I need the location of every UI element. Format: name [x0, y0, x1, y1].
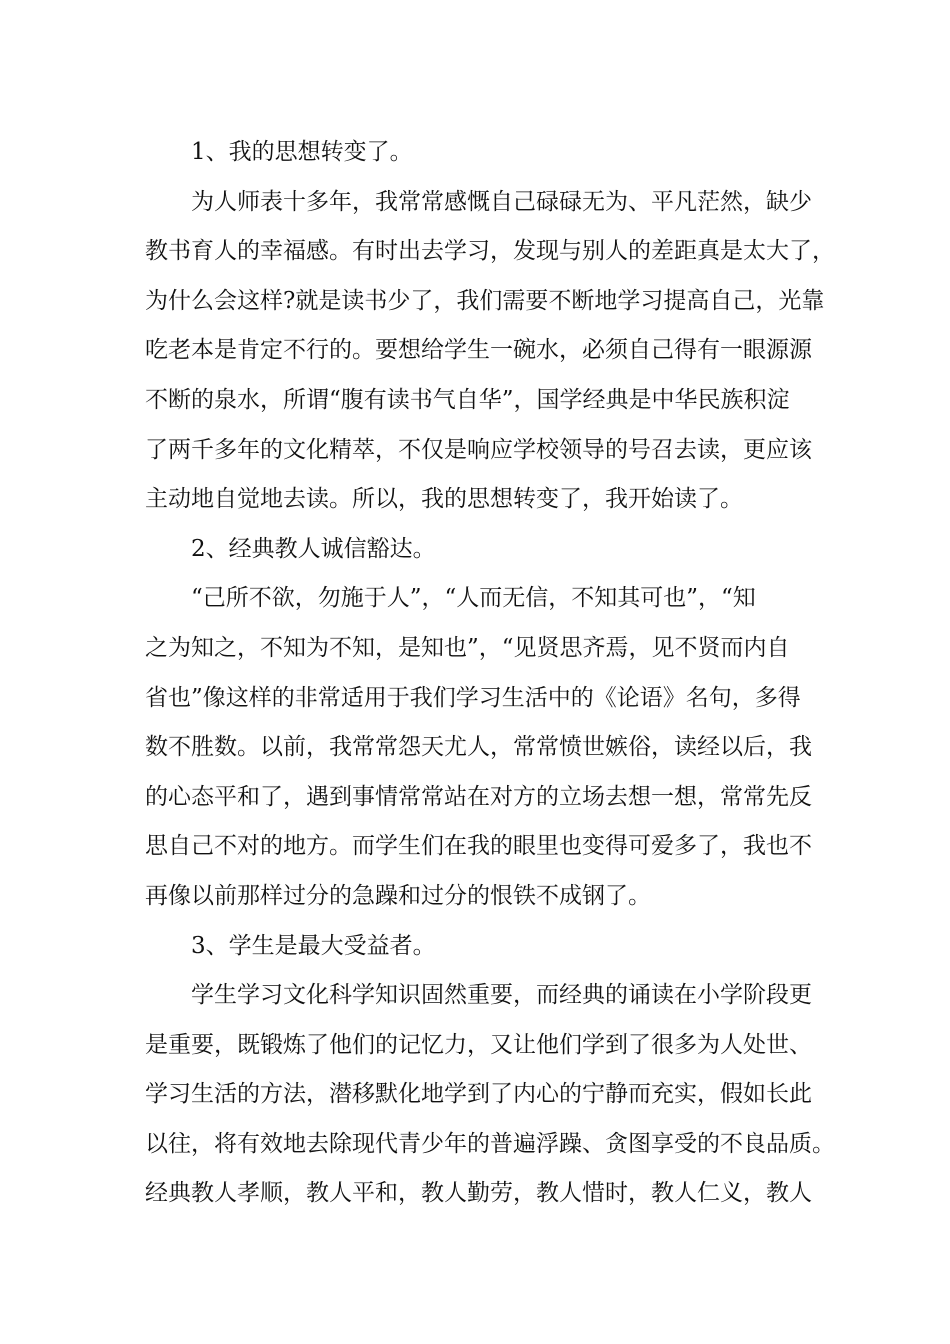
paragraph-line: 教书育人的幸福感。有时出去学习，发现与别人的差距真是太大了， — [145, 238, 835, 265]
paragraph-line: 学生学习文化科学知识固然重要，而经典的诵读在小学阶段更 — [191, 982, 812, 1009]
paragraph-line: 不断的泉水，所谓“腹有读书气自华”，国学经典是中华民族积淀 — [145, 386, 790, 413]
section-heading-1: 1、我的思想转变了。 — [191, 139, 413, 165]
paragraph-line: 是重要，既锻炼了他们的记忆力，又让他们学到了很多为人处世、 — [145, 1031, 812, 1058]
paragraph-line: 为人师表十多年，我常常感慨自己碌碌无为、平凡茫然，缺少 — [191, 188, 812, 215]
section-heading-2: 2、经典教人诚信豁达。 — [191, 535, 436, 562]
paragraph-line: 再像以前那样过分的急躁和过分的恨铁不成钢了。 — [145, 882, 651, 909]
paragraph-line: 数不胜数。以前，我常常怨天尤人，常常愤世嫉俗，读经以后，我 — [145, 734, 812, 761]
paragraph-line: 之为知之，不知为不知，是知也”，“见贤思齐焉，见不贤而内自 — [145, 634, 790, 661]
paragraph-line: 主动地自觉地去读。所以，我的思想转变了，我开始读了。 — [145, 486, 743, 513]
paragraph-line: “己所不欲，勿施于人”，“人而无信，不知其可也”，“知 — [191, 585, 756, 612]
paragraph-line: 以往，将有效地去除现代青少年的普遍浮躁、贪图享受的不良品质。 — [145, 1130, 835, 1157]
paragraph-line: 省也”像这样的非常适用于我们学习生活中的《论语》名句，多得 — [145, 684, 801, 711]
document-body — [145, 128, 835, 1219]
paragraph-line: 经典教人孝顺，教人平和，教人勤劳，教人惜时，教人仁义，教人 — [145, 1180, 812, 1207]
section-heading-3: 3、学生是最大受益者。 — [191, 932, 436, 959]
paragraph-line: 学习生活的方法，潜移默化地学到了内心的宁静而充实，假如长此 — [145, 1081, 812, 1108]
paragraph-line: 吃老本是肯定不行的。要想给学生一碗水，必须自己得有一眼源源 — [145, 337, 812, 364]
paragraph-line: 了两千多年的文化精萃，不仅是响应学校领导的号召去读，更应该 — [145, 436, 812, 463]
paragraph-line: 的心态平和了，遇到事情常常站在对方的立场去想一想，常常先反 — [145, 783, 812, 810]
paragraph-line: 思自己不对的地方。而学生们在我的眼里也变得可爱多了，我也不 — [145, 833, 812, 860]
paragraph-line: 为什么会这样?就是读书少了，我们需要不断地学习提高自己，光靠 — [145, 287, 825, 314]
